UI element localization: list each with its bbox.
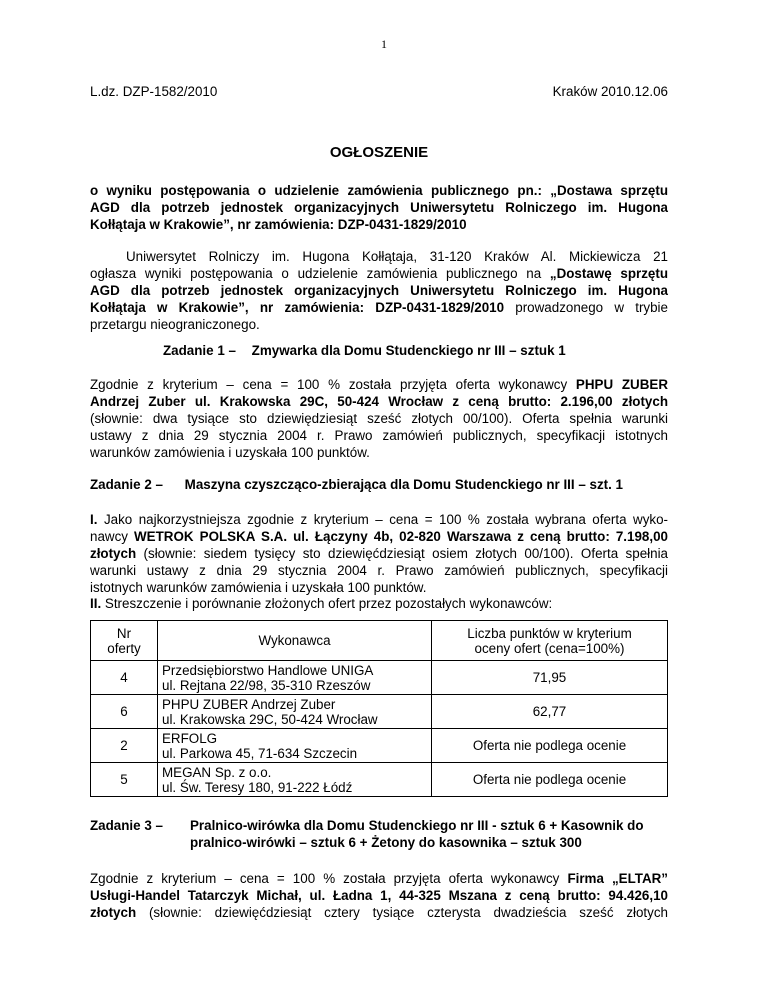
- task2-line: nawcy WETROK POLSKA S.A. ul. Łączyny 4b, 02-820 Warszawa z ceną brutto: 7.198,00: [90, 529, 668, 544]
- offer-nr: 6: [91, 695, 158, 729]
- task2-title: Maszyna czyszcząco-zbierająca dla Domu Studenckiego nr III – szt. 1: [184, 477, 623, 492]
- task2-paragraph-2: II. Streszczenie i porównanie złożonych ofert przez pozostałych wykonawców:: [90, 596, 553, 611]
- subject-paragraph: [90, 182, 668, 233]
- subject-line: o wyniku postępowania o udzielenie zamówienia publicznego pn.: „Dostawa sprzętu: [90, 183, 668, 198]
- task3-paragraph: [90, 870, 668, 921]
- intro-line: Kołłątaja w Krakowie”, nr zamówienia: DZP-0431-1829/2010 prowadzonego w trybie: [90, 300, 668, 315]
- task3-label: Zadanie 3 –: [90, 818, 163, 833]
- offer-contractor: MEGAN Sp. z o.o. ul. Św. Teresy 180, 91-222 Łódź: [158, 763, 432, 797]
- offer-contractor: PHPU ZUBER Andrzej Zuber ul. Krakowska 29C, 50-424 Wrocław: [158, 695, 432, 729]
- offer-score: 71,95: [432, 661, 668, 695]
- task3-title: Pralnico-wirówka dla Domu Studenckiego nr III - sztuk 6 + Kasownik do pralnico-wirówki – sztuk 6 + Żetony do kasownika – sztuk 300: [190, 818, 644, 850]
- offer-nr: 2: [91, 729, 158, 763]
- task2-label: Zadanie 2 –: [90, 477, 163, 492]
- task1-line: Zgodnie z kryterium – cena = 100 % została przyjęta oferta wykonawcy PHPU ZUBER: [90, 377, 668, 392]
- task2-line: I. Jako najkorzystniejsza zgodnie z kryterium – cena = 100 % została wybrana oferta wyko-: [90, 512, 668, 527]
- task2-line: złotych (słownie: siedem tysięcy sto dziewięćdziesiąt osiem złotych 00/100). Oferta spełnia: [90, 546, 668, 561]
- task1-line: ustawy z dnia 29 stycznia 2004 r. Prawo zamówień publicznych, specyfikacji istotnych: [90, 428, 668, 443]
- task2-paragraph-1: [90, 511, 668, 596]
- offer-score: Oferta nie podlega ocenie: [432, 763, 668, 797]
- table-row: [91, 729, 668, 763]
- header-points: Liczba punktów w kryterium oceny ofert (cena=100%): [432, 621, 668, 661]
- table-header-row: [91, 621, 668, 661]
- table-row: [91, 661, 668, 695]
- task2-heading: [90, 476, 668, 493]
- task3-line: złotych (słownie: dziewięćdziesiąt cztery tysiące czterysta dwadzieścia sześć złotych: [90, 905, 668, 920]
- offers-table: [90, 620, 668, 797]
- table-row: [91, 695, 668, 729]
- offer-contractor: ERFOLG ul. Parkowa 45, 71-634 Szczecin: [158, 729, 432, 763]
- intro-paragraph: [90, 248, 668, 333]
- offer-score: 62,77: [432, 695, 668, 729]
- intro-line: Uniwersytet Rolniczy im. Hugona Kołłątaja, 31-120 Kraków Al. Mickiewicza 21: [126, 249, 668, 264]
- intro-line: przetargu nieograniczonego.: [90, 317, 260, 332]
- offer-nr: 4: [91, 661, 158, 695]
- subject-line: AGD dla potrzeb jednostek organizacyjnych Uniwersytetu Rolniczego im. Hugona: [90, 200, 668, 215]
- task1-paragraph: [90, 376, 668, 461]
- intro-line: AGD dla potrzeb jednostek organizacyjnych Uniwersytetu Rolniczego im. Hugona: [90, 283, 668, 298]
- task3-line: Zgodnie z kryterium – cena = 100 % została przyjęta oferta wykonawcy Firma „ELTAR”: [90, 871, 668, 886]
- task3-heading: [90, 817, 668, 851]
- task2-line: warunki ustawy z dnia 29 stycznia 2004 r. Prawo zamówień publicznych, specyfikacji: [90, 563, 668, 578]
- task1-title: Zmywarka dla Domu Studenckiego nr III – sztuk 1: [251, 343, 566, 358]
- table-row: [91, 763, 668, 797]
- subject-line: Kołłątaja w Krakowie”, nr zamówienia: DZP-0431-1829/2010: [90, 217, 467, 232]
- task2-line: istotnych warunków zamówienia i uzyskała 100 punktów.: [90, 580, 427, 595]
- offer-contractor: Przedsiębiorstwo Handlowe UNIGA ul. Rejtana 22/98, 35-310 Rzeszów: [158, 661, 432, 695]
- document-header: [90, 84, 668, 99]
- task3-line: Usługi-Handel Tatarczyk Michał, ul. Ładna 1, 44-325 Mszana z ceną brutto: 94.426,10: [90, 888, 668, 903]
- task1-line: Andrzej Zuber ul. Krakowska 29C, 50-424 Wrocław z ceną brutto: 2.196,00 złotych: [90, 394, 668, 409]
- page-number: 1: [381, 37, 387, 51]
- page-title: OGŁOSZENIE: [329, 144, 429, 161]
- intro-line: ogłasza wyniki postępowania o udzielenie zamówienia publicznego na „Dostawę sprzętu: [90, 266, 668, 281]
- reference-number: L.dz. DZP-1582/2010: [90, 84, 218, 99]
- task1-heading: [163, 342, 683, 359]
- offer-score: Oferta nie podlega ocenie: [432, 729, 668, 763]
- header-contractor: Wykonawca: [158, 621, 432, 661]
- task1-label: Zadanie 1 –: [163, 343, 236, 358]
- header-nr: Nr oferty: [91, 621, 158, 661]
- task1-line: warunków zamówienia i uzyskała 100 punktów.: [90, 445, 370, 460]
- offer-nr: 5: [91, 763, 158, 797]
- task1-line: (słownie: dwa tysiące sto dziewiędziesiąt sześć złotych 00/100). Oferta spełnia warunki: [90, 411, 668, 426]
- place-date: Kraków 2010.12.06: [552, 84, 668, 99]
